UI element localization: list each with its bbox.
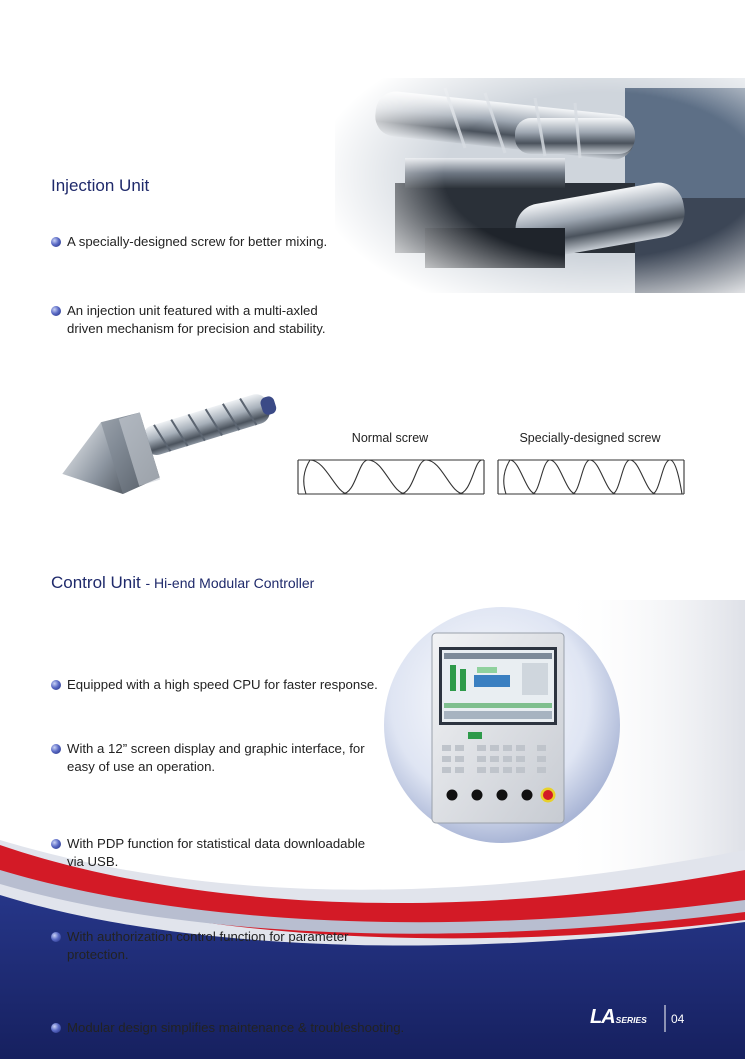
injection-unit-title: Injection Unit bbox=[51, 176, 150, 195]
control-bullet-3 bbox=[51, 835, 407, 871]
bullet-dot-icon bbox=[51, 839, 61, 849]
injection-bullet-2 bbox=[51, 302, 367, 338]
page-number: 04 bbox=[671, 1012, 685, 1026]
control-bullet-3-line-1: With PDP function for statistical data downloadable bbox=[67, 836, 366, 851]
bullet-dot-icon bbox=[51, 237, 61, 247]
control-bullet-2-line-2: easy of use an operation. bbox=[67, 759, 216, 774]
normal-screw-diagram bbox=[296, 452, 486, 500]
injection-machine-photo bbox=[335, 78, 745, 293]
controller-photo bbox=[382, 605, 622, 845]
injection-bullet-1-text: A specially-designed screw for better mixing. bbox=[67, 234, 328, 249]
la-logo-text: LA bbox=[590, 1006, 615, 1028]
control-bullet-5-text: Modular design simplifies maintenance & troubleshooting. bbox=[67, 1020, 405, 1035]
control-bullet-3-line-2: via USB. bbox=[67, 854, 119, 869]
control-unit-title bbox=[51, 573, 314, 593]
control-bullet-1 bbox=[51, 676, 427, 694]
series-logo-text: SERIES bbox=[615, 1015, 647, 1025]
control-bullet-4-line-1: With authorization control function for parameter bbox=[67, 929, 349, 944]
bullet-dot-icon bbox=[51, 680, 61, 690]
bullet-dot-icon bbox=[51, 306, 61, 316]
injection-bullet-2-line-2: driven mechanism for precision and stability. bbox=[67, 321, 326, 336]
footer-swoosh-background bbox=[0, 600, 745, 1059]
la-series-logo bbox=[590, 1006, 647, 1029]
bullet-dot-icon bbox=[51, 932, 61, 942]
control-bullet-2 bbox=[51, 740, 407, 776]
screw-tip-photo bbox=[50, 383, 285, 498]
normal-screw-label: Normal screw bbox=[351, 431, 429, 445]
control-unit-title-text: Control Unit bbox=[51, 573, 141, 592]
control-unit-subtitle: - Hi-end Modular Controller bbox=[145, 575, 315, 591]
control-bullet-4-line-2: protection. bbox=[67, 947, 129, 962]
control-bullet-4 bbox=[51, 928, 407, 964]
injection-bullet-1 bbox=[51, 233, 367, 251]
control-bullet-1-text: Equipped with a high speed CPU for faster response. bbox=[67, 677, 378, 692]
bullet-dot-icon bbox=[51, 1023, 61, 1033]
control-bullet-2-line-1: With a 12” screen display and graphic interface, for bbox=[67, 741, 365, 756]
injection-bullet-2-line-1: An injection unit featured with a multi-axled bbox=[67, 303, 318, 318]
special-screw-label: Specially-designed screw bbox=[519, 431, 661, 445]
special-screw-diagram bbox=[496, 452, 686, 500]
control-bullet-5 bbox=[51, 1019, 447, 1037]
bullet-dot-icon bbox=[51, 744, 61, 754]
